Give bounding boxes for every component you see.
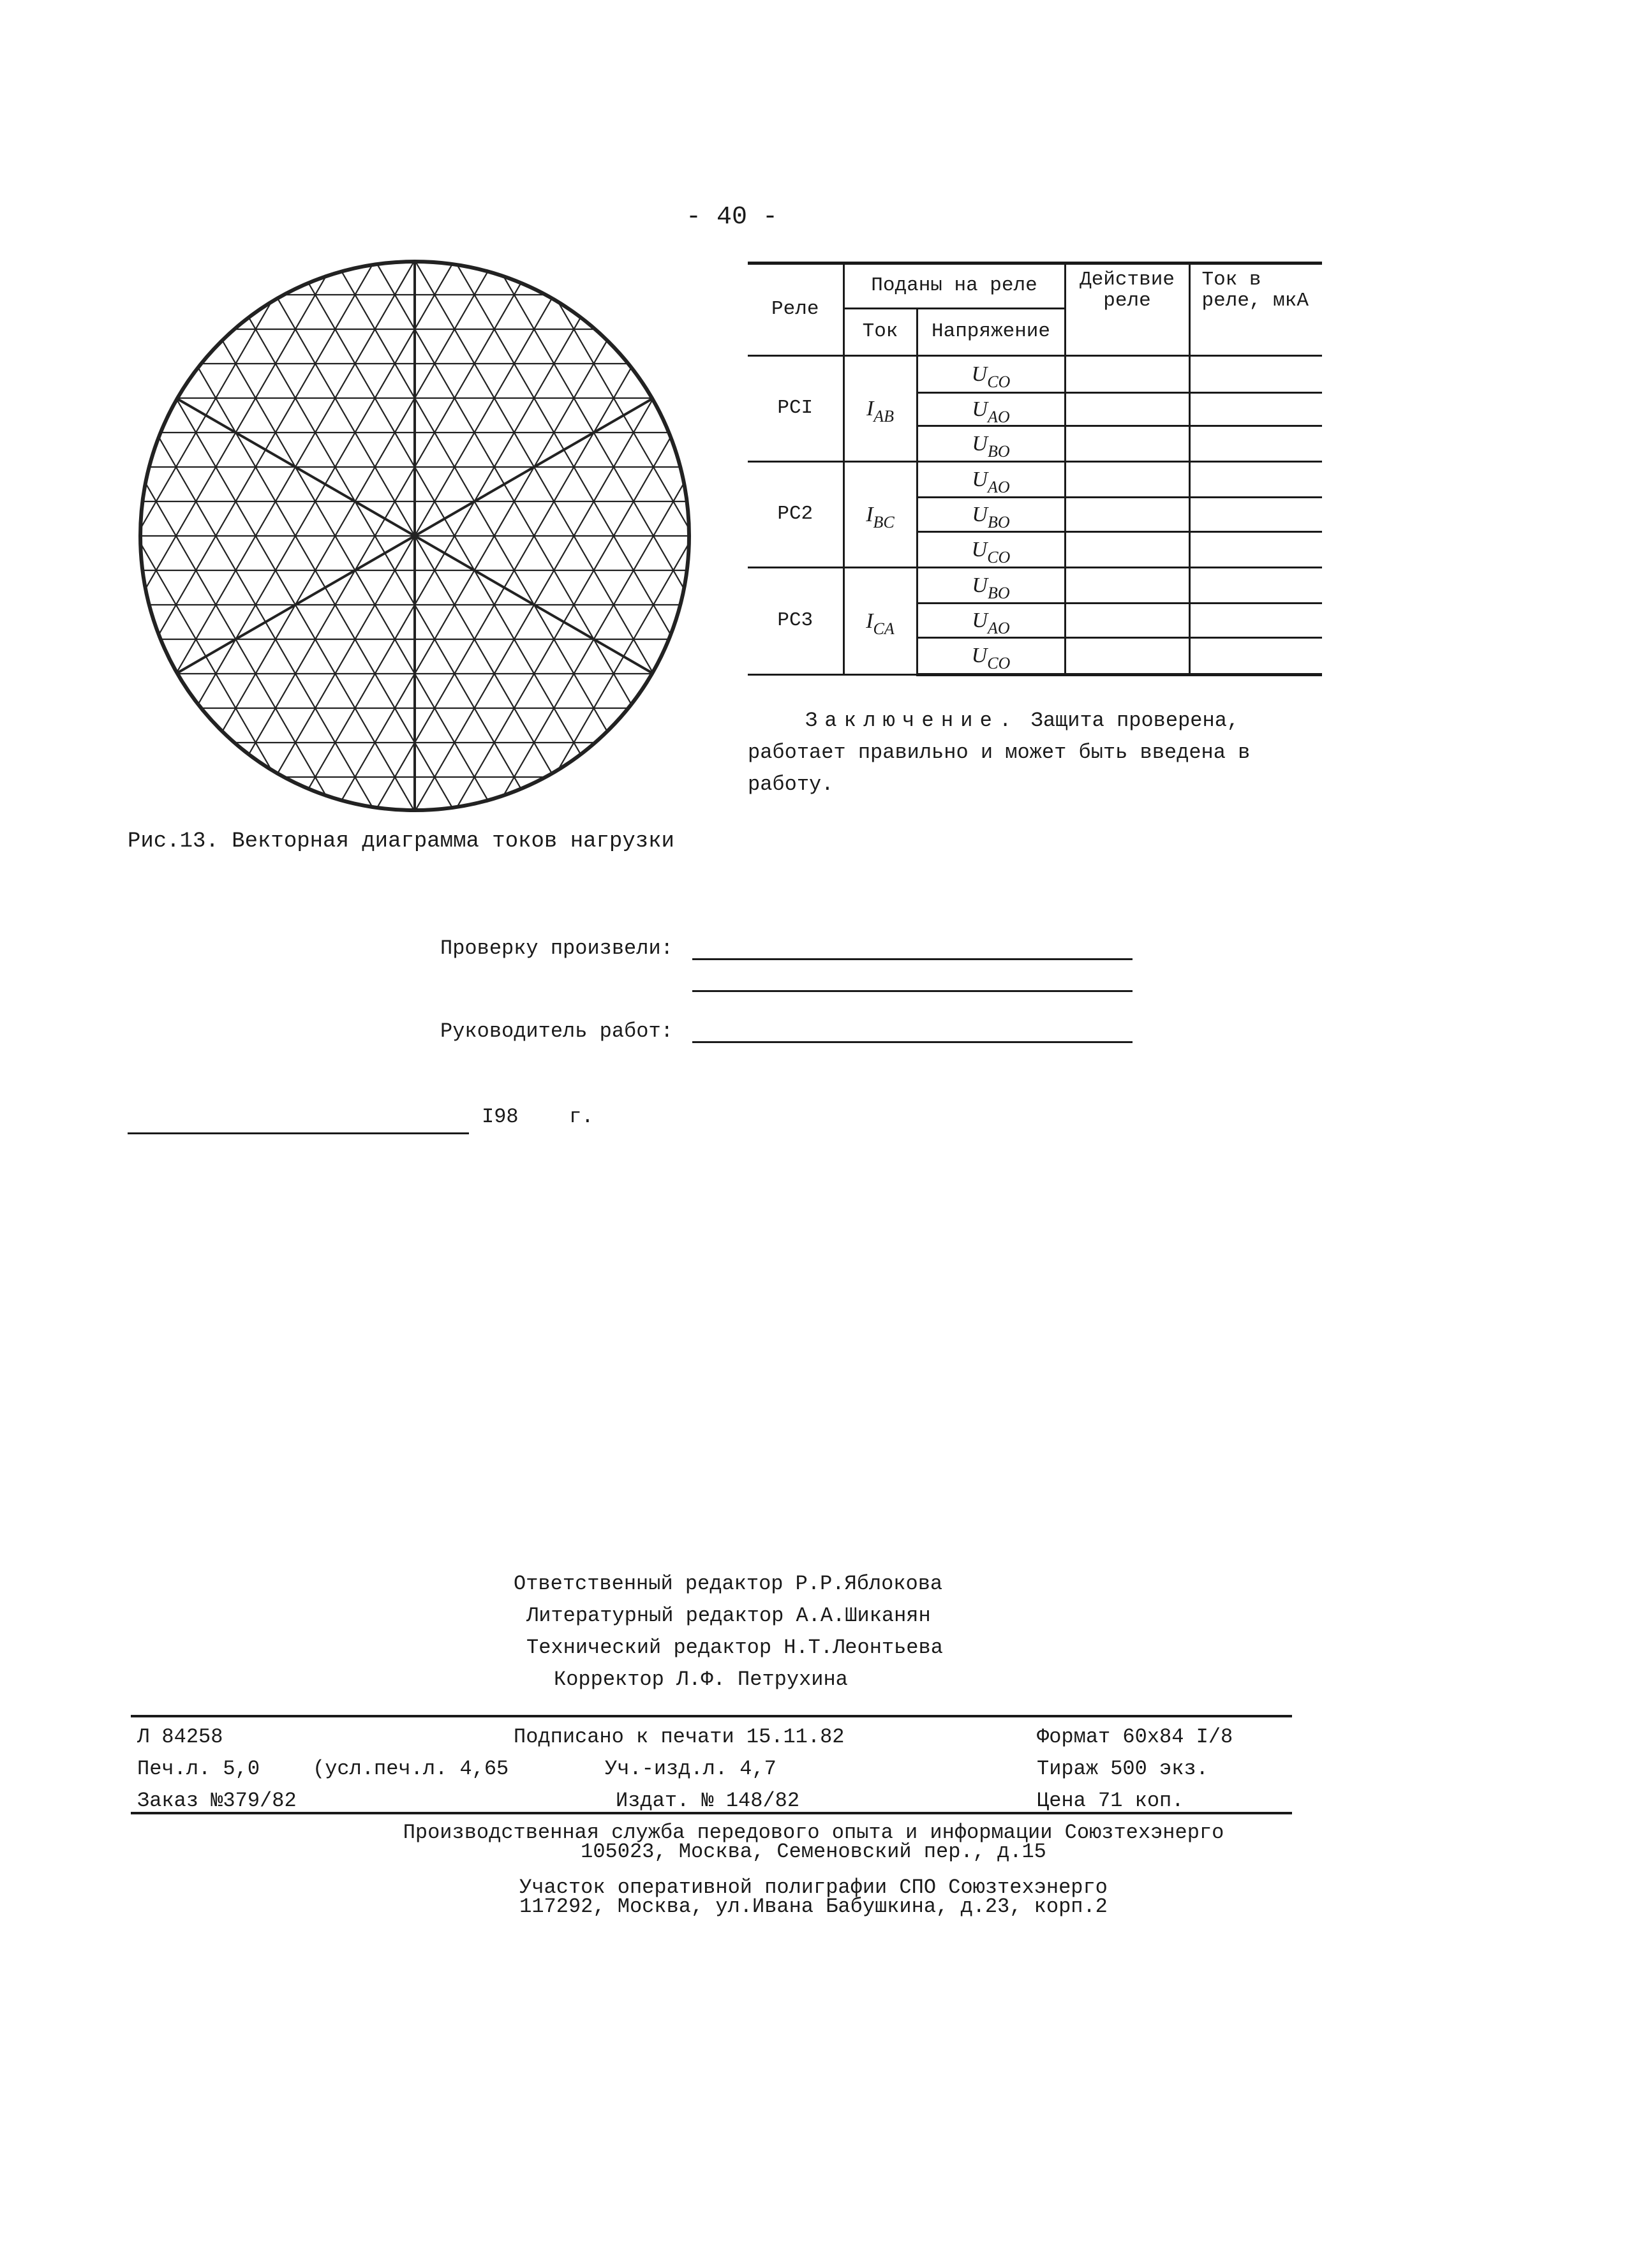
relay-current: $I_{CA}$	[843, 567, 917, 674]
relay-table	[748, 262, 1322, 676]
action-cell	[1065, 462, 1189, 498]
press-line-4: 117292, Москва, ул.Ивана Бабушкина, д.23, корп.2	[519, 1895, 1108, 1918]
imprint-format: Формат 60х84 I/8	[1037, 1725, 1233, 1749]
action-cell	[1065, 603, 1189, 637]
relay-voltage: $U_{BO}$	[917, 498, 1065, 532]
relay-name: PC3	[748, 567, 843, 674]
supervisor-label: Руководитель работ:	[440, 1019, 673, 1043]
imprint-price: Цена 71 коп.	[1037, 1789, 1184, 1812]
action-cell	[1065, 567, 1189, 603]
relay-current: $I_{AB}$	[843, 356, 917, 462]
conclusion-text: Защита проверена, работает правильно и может быть введена в работу.	[748, 709, 1251, 796]
year-prefix: I98	[482, 1105, 519, 1129]
action-cell	[1065, 498, 1189, 532]
imprint-pub-no: Издат. № 148/82	[616, 1789, 800, 1812]
current-cell	[1189, 531, 1322, 567]
vector-diagram	[128, 249, 702, 823]
current-cell	[1189, 567, 1322, 603]
header-current-in-relay: Ток в реле, мкА	[1189, 263, 1322, 356]
imprint-license: Л 84258	[137, 1725, 223, 1749]
signature-line	[692, 990, 1133, 992]
relay-voltage: $U_{AO}$	[917, 393, 1065, 426]
header-voltage: Напряжение	[917, 308, 1065, 356]
relay-current: $I_{BC}$	[843, 462, 917, 568]
imprint-signed: Подписано к печати 15.11.82	[514, 1725, 845, 1749]
conclusion	[748, 705, 1335, 801]
current-cell	[1189, 498, 1322, 532]
imprint-bottom-rule	[131, 1812, 1292, 1814]
action-cell	[1065, 356, 1189, 393]
current-cell	[1189, 637, 1322, 674]
signature-line	[692, 958, 1133, 960]
press-line-2: 105023, Москва, Семеновский пер., д.15	[581, 1840, 1046, 1864]
relay-voltage: $U_{BO}$	[917, 567, 1065, 603]
action-cell	[1065, 393, 1189, 426]
date-line	[128, 1132, 469, 1134]
relay-voltage: $U_{AO}$	[917, 603, 1065, 637]
year-suffix: г.	[569, 1105, 594, 1129]
checked-by-label: Проверку произвели:	[440, 937, 673, 960]
proofreader: Корректор Л.Ф. Петрухина	[554, 1668, 848, 1691]
imprint-circulation: Тираж 500 экз.	[1037, 1757, 1208, 1781]
press-line-1: Производственная служба передового опыта и информации Союзтехэнерго	[403, 1821, 1224, 1844]
current-cell	[1189, 393, 1322, 426]
conclusion-title: Заключение.	[805, 709, 1019, 732]
current-cell	[1189, 426, 1322, 462]
signature-line	[692, 1041, 1133, 1043]
current-cell	[1189, 603, 1322, 637]
imprint-pub-sheets: Уч.-изд.л. 4,7	[605, 1757, 776, 1781]
header-action: Действие реле	[1065, 263, 1189, 356]
imprint-top-rule	[131, 1715, 1292, 1717]
relay-voltage: $U_{CO}$	[917, 356, 1065, 393]
figure-caption: Рис.13. Векторная диаграмма токов нагрузки	[128, 829, 674, 854]
press-line-3: Участок оперативной полиграфии СПО Союзтехэнерго	[519, 1876, 1108, 1899]
header-applied: Поданы на реле	[843, 263, 1065, 309]
relay-name: PC2	[748, 462, 843, 568]
relay-voltage: $U_{CO}$	[917, 531, 1065, 567]
imprint-order: Заказ №379/82	[137, 1789, 297, 1812]
header-relay: Реле	[748, 263, 843, 356]
action-cell	[1065, 637, 1189, 674]
imprint-sheets: Печ.л. 5,0	[137, 1757, 260, 1781]
relay-voltage: $U_{AO}$	[917, 462, 1065, 498]
relay-voltage: $U_{BO}$	[917, 426, 1065, 462]
header-current: Ток	[843, 308, 917, 356]
action-cell	[1065, 426, 1189, 462]
current-cell	[1189, 356, 1322, 393]
page-number: - 40 -	[686, 203, 778, 232]
imprint-cond-sheets: (усл.печ.л. 4,65	[313, 1757, 509, 1781]
relay-voltage: $U_{CO}$	[917, 637, 1065, 674]
technical-editor: Технический редактор Н.Т.Леонтьева	[526, 1636, 943, 1659]
editor: Ответственный редактор Р.Р.Яблокова	[514, 1572, 943, 1596]
action-cell	[1065, 531, 1189, 567]
relay-name: PCI	[748, 356, 843, 462]
current-cell	[1189, 462, 1322, 498]
literary-editor: Литературный редактор А.А.Шиканян	[526, 1604, 931, 1627]
